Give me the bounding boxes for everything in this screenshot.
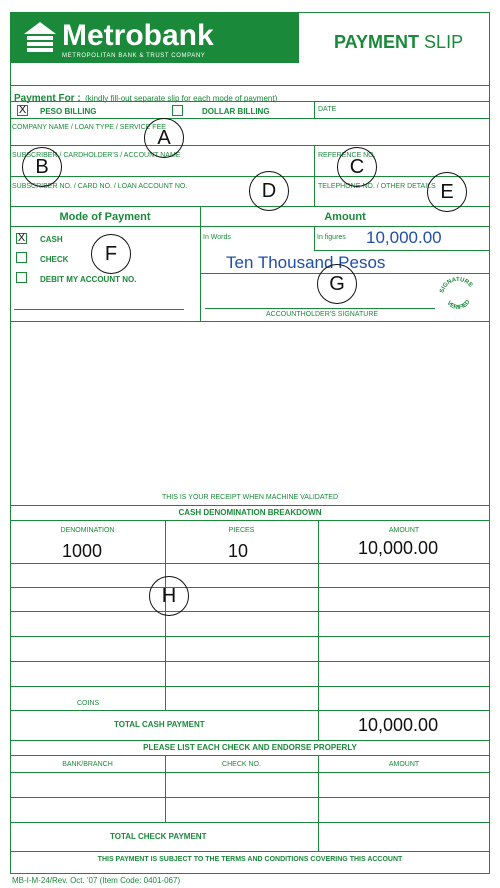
total-check-payment-label: TOTAL CHECK PAYMENT (110, 832, 207, 841)
in-words-label: In Words (203, 234, 231, 241)
check-label: CHECK (40, 255, 69, 264)
divider (10, 505, 490, 506)
divider (10, 85, 490, 86)
cash-label: CASH (40, 235, 63, 244)
divider (10, 321, 490, 322)
in-words-value: Ten Thousand Pesos (226, 253, 386, 272)
divider (318, 755, 319, 851)
divider (165, 755, 166, 822)
bank-name: Metrobank (62, 19, 214, 52)
table-row-line (10, 587, 490, 588)
table-row-line (10, 822, 490, 823)
divider (314, 101, 315, 118)
annotation-b: B (22, 147, 62, 187)
dollar-billing-checkbox[interactable] (172, 105, 183, 116)
check-amount-header: AMOUNT (388, 761, 420, 768)
receipt-note: THIS IS YOUR RECEIPT WHEN MACHINE VALIDATED (161, 494, 339, 501)
table-row-line (10, 661, 490, 662)
coins-label: COINS (77, 700, 100, 707)
divider (318, 520, 319, 740)
pieces-header: PIECES (228, 527, 255, 534)
denomination-header: DENOMINATION (60, 527, 115, 534)
divider (10, 740, 490, 741)
mode-of-payment-title: Mode of Payment (59, 211, 151, 223)
divider (314, 250, 490, 251)
debit-account-label: DEBIT MY ACCOUNT NO. (40, 275, 137, 284)
divider (314, 226, 315, 250)
debit-account-line (14, 309, 184, 310)
signature-label: ACCOUNTHOLDER'S SIGNATURE (266, 311, 379, 318)
peso-billing-label: PESO BILLING (40, 107, 97, 116)
amount-header: AMOUNT (388, 527, 420, 534)
divider (10, 176, 490, 177)
svg-text:SIGNATURE (439, 277, 473, 294)
table-row-line (10, 563, 490, 564)
divider (200, 206, 201, 321)
form-code: MB-I-M-24/Rev. Oct. '07 (Item Code: 0401-067) (12, 876, 181, 885)
divider (10, 145, 490, 146)
check-list-title: PLEASE LIST EACH CHECK AND ENDORSE PROPERLY (143, 743, 357, 752)
denomination-cell: 1000 (62, 541, 103, 561)
slip-title-light: SLIP (424, 32, 464, 52)
total-cash-payment-label: TOTAL CASH PAYMENT (114, 720, 205, 729)
annotation-h: H (149, 576, 189, 616)
divider (10, 101, 490, 102)
company-name-field[interactable]: COMPANY NAME / LOAN TYPE / SERVICE FEE (12, 124, 166, 131)
divider (10, 520, 490, 521)
table-row-line (10, 710, 490, 711)
divider (10, 851, 490, 852)
signature-line (205, 308, 435, 309)
in-figures-value: 10,000.00 (366, 228, 442, 247)
table-row-line (10, 611, 490, 612)
divider (10, 118, 490, 119)
slip-title (334, 32, 463, 53)
in-figures-label: In figures (317, 234, 346, 241)
subscriber-no-field[interactable]: SUBSCRIBER NO. / CARD NO. / LOAN ACCOUNT NO. (12, 183, 188, 190)
table-row-line (10, 636, 490, 637)
amount-cell: 10,000.00 (358, 538, 439, 558)
table-row-line (10, 772, 490, 773)
terms-note: THIS PAYMENT IS SUBJECT TO THE TERMS AND CONDITIONS COVERING THIS ACCOUNT (97, 856, 403, 863)
payment-for-note: (kindly fill-out separate slip for each mode of payment) (85, 94, 278, 103)
total-cash-payment-value: 10,000.00 (358, 715, 439, 735)
reference-no-field[interactable]: REFERENCE NO. (318, 152, 376, 159)
subscriber-name-field[interactable]: SUBSCRIBER / CARDHOLDER'S / ACCOUNT NAME (12, 152, 181, 159)
telephone-field[interactable]: TELEPHONE NO. / OTHER DETAILS (318, 183, 436, 190)
annotation-f: F (91, 234, 131, 274)
table-row-line (10, 797, 490, 798)
cash-checkbox[interactable]: X (17, 232, 26, 244)
bank-branch-header: BANK/BRANCH (62, 761, 113, 768)
bank-tagline: METROPOLITAN BANK & TRUST COMPANY (62, 53, 206, 59)
stamp-top-text: SIGNATURE (439, 276, 474, 294)
table-row-line (10, 686, 490, 687)
debit-account-checkbox[interactable] (16, 272, 27, 283)
pieces-cell: 10 (228, 541, 249, 561)
payment-for-row (14, 88, 277, 106)
metrobank-logo-icon (22, 20, 58, 54)
annotation-d: D (249, 171, 289, 211)
annotation-c: C (337, 147, 377, 187)
check-no-header: CHECK NO. (222, 761, 261, 768)
divider (10, 206, 490, 207)
divider (10, 755, 490, 756)
peso-billing-checkbox[interactable]: X (18, 104, 27, 116)
check-checkbox[interactable] (16, 252, 27, 263)
annotation-g: G (317, 264, 357, 304)
payment-for-label: Payment For : (14, 93, 81, 104)
slip-title-bold: PAYMENT (334, 32, 420, 52)
signature-verified-stamp (437, 276, 479, 310)
annotation-e: E (427, 172, 467, 212)
divider (10, 226, 490, 227)
dollar-billing-label: DOLLAR BILLING (202, 107, 270, 116)
stamp-bottom-text: VERIFIED (445, 299, 472, 310)
amount-title: Amount (324, 211, 366, 223)
date-label: DATE (318, 106, 337, 113)
cash-breakdown-title: CASH DENOMINATION BREAKDOWN (178, 508, 322, 517)
svg-text:VERIFIED (445, 299, 472, 310)
annotation-a: A (144, 118, 184, 158)
